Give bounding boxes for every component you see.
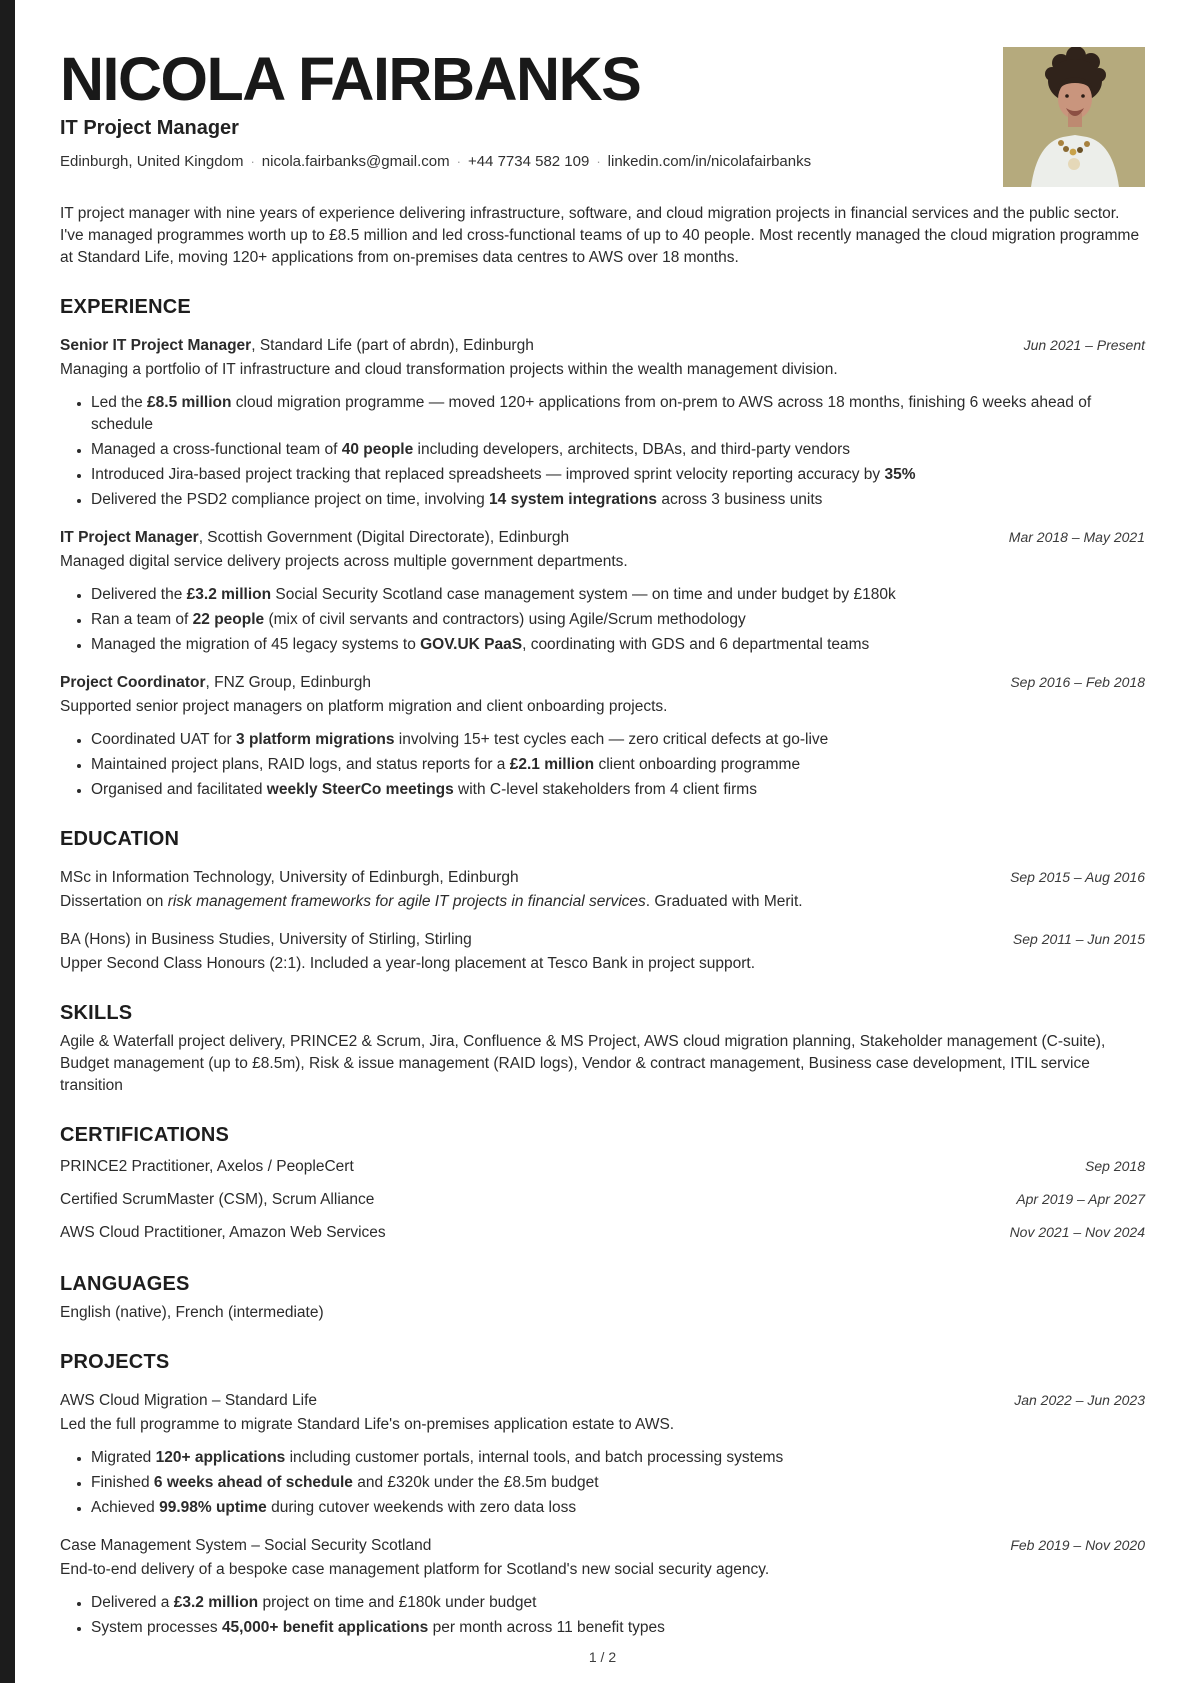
text-segment: £8.5 million	[147, 394, 232, 411]
project-bullet-list	[60, 1447, 1145, 1519]
project-bullet	[91, 1497, 1145, 1519]
text-segment: System processes	[91, 1619, 222, 1636]
entry-header	[60, 1535, 1145, 1557]
entry-title-line	[60, 527, 569, 549]
certification-date: Nov 2021 – Nov 2024	[1009, 1224, 1145, 1240]
section-heading-languages: LANGUAGES	[60, 1273, 190, 1295]
education-dates: Sep 2015 – Aug 2016	[1010, 869, 1145, 885]
entry-header	[60, 867, 1145, 889]
section-experience	[60, 296, 1145, 801]
contact-separator: ·	[250, 154, 255, 169]
text-segment: Delivered the PSD2 compliance project on time, involving	[91, 491, 490, 508]
contact-row	[60, 153, 1145, 170]
text-segment: Achieved	[91, 1499, 160, 1516]
text-segment: risk management frameworks for agile IT projects in financial services	[167, 893, 646, 910]
project-dates: Jan 2022 – Jun 2023	[1014, 1392, 1145, 1408]
entry-header	[60, 1390, 1145, 1412]
experience-entry	[60, 672, 1145, 801]
text-segment: during cutover weekends with zero data loss	[266, 1499, 577, 1516]
education-entry	[60, 867, 1145, 913]
text-segment: 14 system integrations	[489, 491, 658, 508]
project-bullet	[91, 1617, 1145, 1639]
project-entry	[60, 1390, 1145, 1519]
text-segment: (mix of civil servants and contractors) using Agile/Scrum methodology	[264, 611, 746, 628]
entry-header	[60, 672, 1145, 694]
contact-phone: +44 7734 582 109	[467, 153, 590, 170]
certification-name: PRINCE2 Practitioner, Axelos / PeopleCert	[60, 1158, 354, 1175]
project-summary: End-to-end delivery of a bespoke case management platform for Scotland's new social security agency.	[60, 1561, 770, 1578]
text-segment: with C-level stakeholders from 4 client firms	[453, 781, 757, 798]
text-segment: Upper Second Class Honours (2:1). Included a year-long placement at Tesco Bank in project support.	[60, 955, 756, 972]
job-role: IT Project Manager	[60, 529, 199, 546]
section-heading-skills: SKILLS	[60, 1002, 133, 1024]
text-segment: Managed a cross-functional team of	[91, 441, 342, 458]
text-segment: Dissertation on	[60, 893, 168, 910]
job-bullet	[91, 729, 1145, 751]
portrait-photo-graphic	[1003, 47, 1145, 187]
page-edge-strip	[0, 0, 15, 1683]
certification-row	[60, 1186, 1145, 1213]
text-segment: Delivered a	[91, 1594, 174, 1611]
certification-date: Apr 2019 – Apr 2027	[1016, 1191, 1145, 1207]
job-dates: Mar 2018 – May 2021	[1008, 529, 1145, 545]
text-segment: GOV.UK PaaS	[420, 636, 523, 653]
job-bullet	[91, 489, 1145, 511]
certification-name: Certified ScrumMaster (CSM), Scrum Alliance	[60, 1191, 375, 1208]
text-segment: Delivered the	[91, 586, 187, 603]
job-bullet-list	[60, 392, 1145, 511]
entry-title-line	[60, 672, 371, 694]
section-heading-projects: PROJECTS	[60, 1351, 170, 1373]
contact-linkedin: linkedin.com/in/nicolafairbanks	[607, 153, 812, 170]
project-bullet	[91, 1592, 1145, 1614]
text-segment: 99.98% uptime	[159, 1499, 267, 1516]
text-segment: and £320k under the £8.5m budget	[352, 1474, 599, 1491]
project-title: AWS Cloud Migration – Standard Life	[60, 1392, 318, 1409]
text-segment: £2.1 million	[509, 756, 595, 773]
text-segment: client onboarding programme	[594, 756, 801, 773]
entry-header	[60, 335, 1145, 357]
resume-page	[60, 0, 1145, 1683]
text-segment: , coordinating with GDS and 6 departmental teams	[522, 636, 870, 653]
job-role: Senior IT Project Manager	[60, 337, 252, 354]
section-education	[60, 828, 1145, 975]
job-dates: Jun 2021 – Present	[1023, 337, 1145, 353]
text-segment: £3.2 million	[186, 586, 272, 603]
entry-header	[60, 527, 1145, 549]
job-bullet	[91, 439, 1145, 461]
job-bullet	[91, 392, 1145, 436]
education-detail	[60, 891, 1145, 913]
project-entry	[60, 1535, 1145, 1639]
text-segment: Social Security Scotland case management system — on time and under budget by £180k	[271, 586, 896, 603]
text-segment: including developers, architects, DBAs, and third-party vendors	[413, 441, 851, 458]
professional-summary: IT project manager with nine years of experience delivering infrastructure, software, and cloud migration projects in financial services and the public sector. I've managed programmes worth up to £8.5 million and led cross-functional teams of up to 40 people. Most recently managed the cloud migration programme at Standard Life, moving 120+ applications from on-premises data centres to AWS over 18 months.	[60, 205, 1140, 266]
profile-photo	[1003, 47, 1145, 187]
job-role: Project Coordinator	[60, 674, 206, 691]
text-segment: involving 15+ test cycles each — zero critical defects at go-live	[394, 731, 829, 748]
job-bullet	[91, 779, 1145, 801]
job-bullet	[91, 584, 1145, 606]
degree-line: BA (Hons) in Business Studies, University of Stirling, Stirling	[60, 931, 472, 948]
job-bullet	[91, 634, 1145, 656]
section-heading-certifications: CERTIFICATIONS	[60, 1124, 230, 1146]
section-heading-education: EDUCATION	[60, 828, 180, 850]
education-dates: Sep 2011 – Jun 2015	[1012, 931, 1145, 947]
skills-text: Agile & Waterfall project delivery, PRINCE2 & Scrum, Jira, Confluence & MS Project, AWS cloud migration planning, Stakeholder management (C-suite), Budget management (up to £8.5m), Risk & issue management (RAID logs), Vendor & contract management, Business case development, ITIL service transition	[60, 1033, 1106, 1094]
section-projects	[60, 1351, 1145, 1639]
page-indicator: 1 / 2	[588, 1649, 617, 1665]
text-segment: Finished	[91, 1474, 154, 1491]
education-entry	[60, 929, 1145, 975]
project-title: Case Management System – Social Security Scotland	[60, 1537, 432, 1554]
text-segment: 22 people	[192, 611, 265, 628]
experience-entry	[60, 527, 1145, 656]
project-dates: Feb 2019 – Nov 2020	[1010, 1537, 1145, 1553]
resume-header	[60, 0, 1145, 170]
text-segment: Ran a team of	[91, 611, 193, 628]
text-segment: 45,000+ benefit applications	[221, 1619, 429, 1636]
job-bullet	[91, 754, 1145, 776]
text-segment: Organised and facilitated	[91, 781, 267, 798]
text-segment: Coordinated UAT for	[91, 731, 237, 748]
entry-title-line	[60, 335, 534, 357]
job-summary: Supported senior project managers on platform migration and client onboarding projects.	[60, 698, 668, 715]
text-segment: 35%	[884, 466, 916, 483]
job-bullet-list	[60, 584, 1145, 656]
text-segment: including customer portals, internal tools, and batch processing systems	[285, 1449, 784, 1466]
text-segment: 3 platform migrations	[236, 731, 395, 748]
section-languages	[60, 1273, 1145, 1324]
text-segment: . Graduated with Merit.	[645, 893, 803, 910]
text-segment: 6 weeks ahead of schedule	[153, 1474, 353, 1491]
project-summary: Led the full programme to migrate Standard Life's on-premises application estate to AWS.	[60, 1416, 675, 1433]
candidate-name: NICOLA FAIRBANKS	[60, 45, 641, 113]
job-company: , Scottish Government (Digital Directorate), Edinburgh	[198, 529, 570, 546]
entry-header	[60, 929, 1145, 951]
section-skills	[60, 1002, 1145, 1097]
text-segment: project on time and £180k under budget	[258, 1594, 537, 1611]
languages-text: English (native), French (intermediate)	[60, 1304, 324, 1321]
certification-row	[60, 1219, 1145, 1246]
text-segment: Introduced Jira-based project tracking that replaced spreadsheets — improved sprint velocity reporting accuracy by	[91, 466, 885, 483]
job-bullet-list	[60, 729, 1145, 801]
experience-entry	[60, 335, 1145, 511]
job-company: , FNZ Group, Edinburgh	[205, 674, 371, 691]
education-detail	[60, 953, 1145, 975]
text-segment: cloud migration programme — moved 120+ applications from on-prem to AWS across 18 months, finishing 6 weeks ahead of schedule	[91, 394, 1092, 433]
job-summary: Managed digital service delivery projects across multiple government departments.	[60, 553, 628, 570]
text-segment: Maintained project plans, RAID logs, and status reports for a	[91, 756, 510, 773]
section-heading-experience: EXPERIENCE	[60, 296, 191, 318]
contact-email: nicola.fairbanks@gmail.com	[261, 153, 450, 170]
candidate-job-title: IT Project Manager	[60, 117, 239, 139]
text-segment: £3.2 million	[173, 1594, 259, 1611]
project-bullet	[91, 1447, 1145, 1469]
certification-row	[60, 1153, 1145, 1180]
text-segment: Managed the migration of 45 legacy systems to	[91, 636, 421, 653]
text-segment: weekly SteerCo meetings	[266, 781, 454, 798]
text-segment: Led the	[91, 394, 148, 411]
certification-name: AWS Cloud Practitioner, Amazon Web Services	[60, 1224, 386, 1241]
text-segment: 40 people	[341, 441, 414, 458]
text-segment: across 3 business units	[657, 491, 823, 508]
job-summary: Managing a portfolio of IT infrastructure and cloud transformation projects within the wealth management division.	[60, 361, 838, 378]
text-segment: per month across 11 benefit types	[428, 1619, 665, 1636]
job-bullet	[91, 464, 1145, 486]
job-bullet	[91, 609, 1145, 631]
job-company: , Standard Life (part of abrdn), Edinburgh	[251, 337, 534, 354]
project-bullet-list	[60, 1592, 1145, 1639]
section-certifications	[60, 1124, 1145, 1246]
text-segment: 120+ applications	[155, 1449, 286, 1466]
project-bullet	[91, 1472, 1145, 1494]
text-segment: Migrated	[91, 1449, 156, 1466]
certification-date: Sep 2018	[1085, 1158, 1145, 1174]
job-dates: Sep 2016 – Feb 2018	[1010, 674, 1145, 690]
degree-line: MSc in Information Technology, University of Edinburgh, Edinburgh	[60, 869, 519, 886]
contact-location: Edinburgh, United Kingdom	[60, 153, 244, 170]
contact-separator: ·	[596, 154, 601, 169]
contact-separator: ·	[456, 154, 461, 169]
